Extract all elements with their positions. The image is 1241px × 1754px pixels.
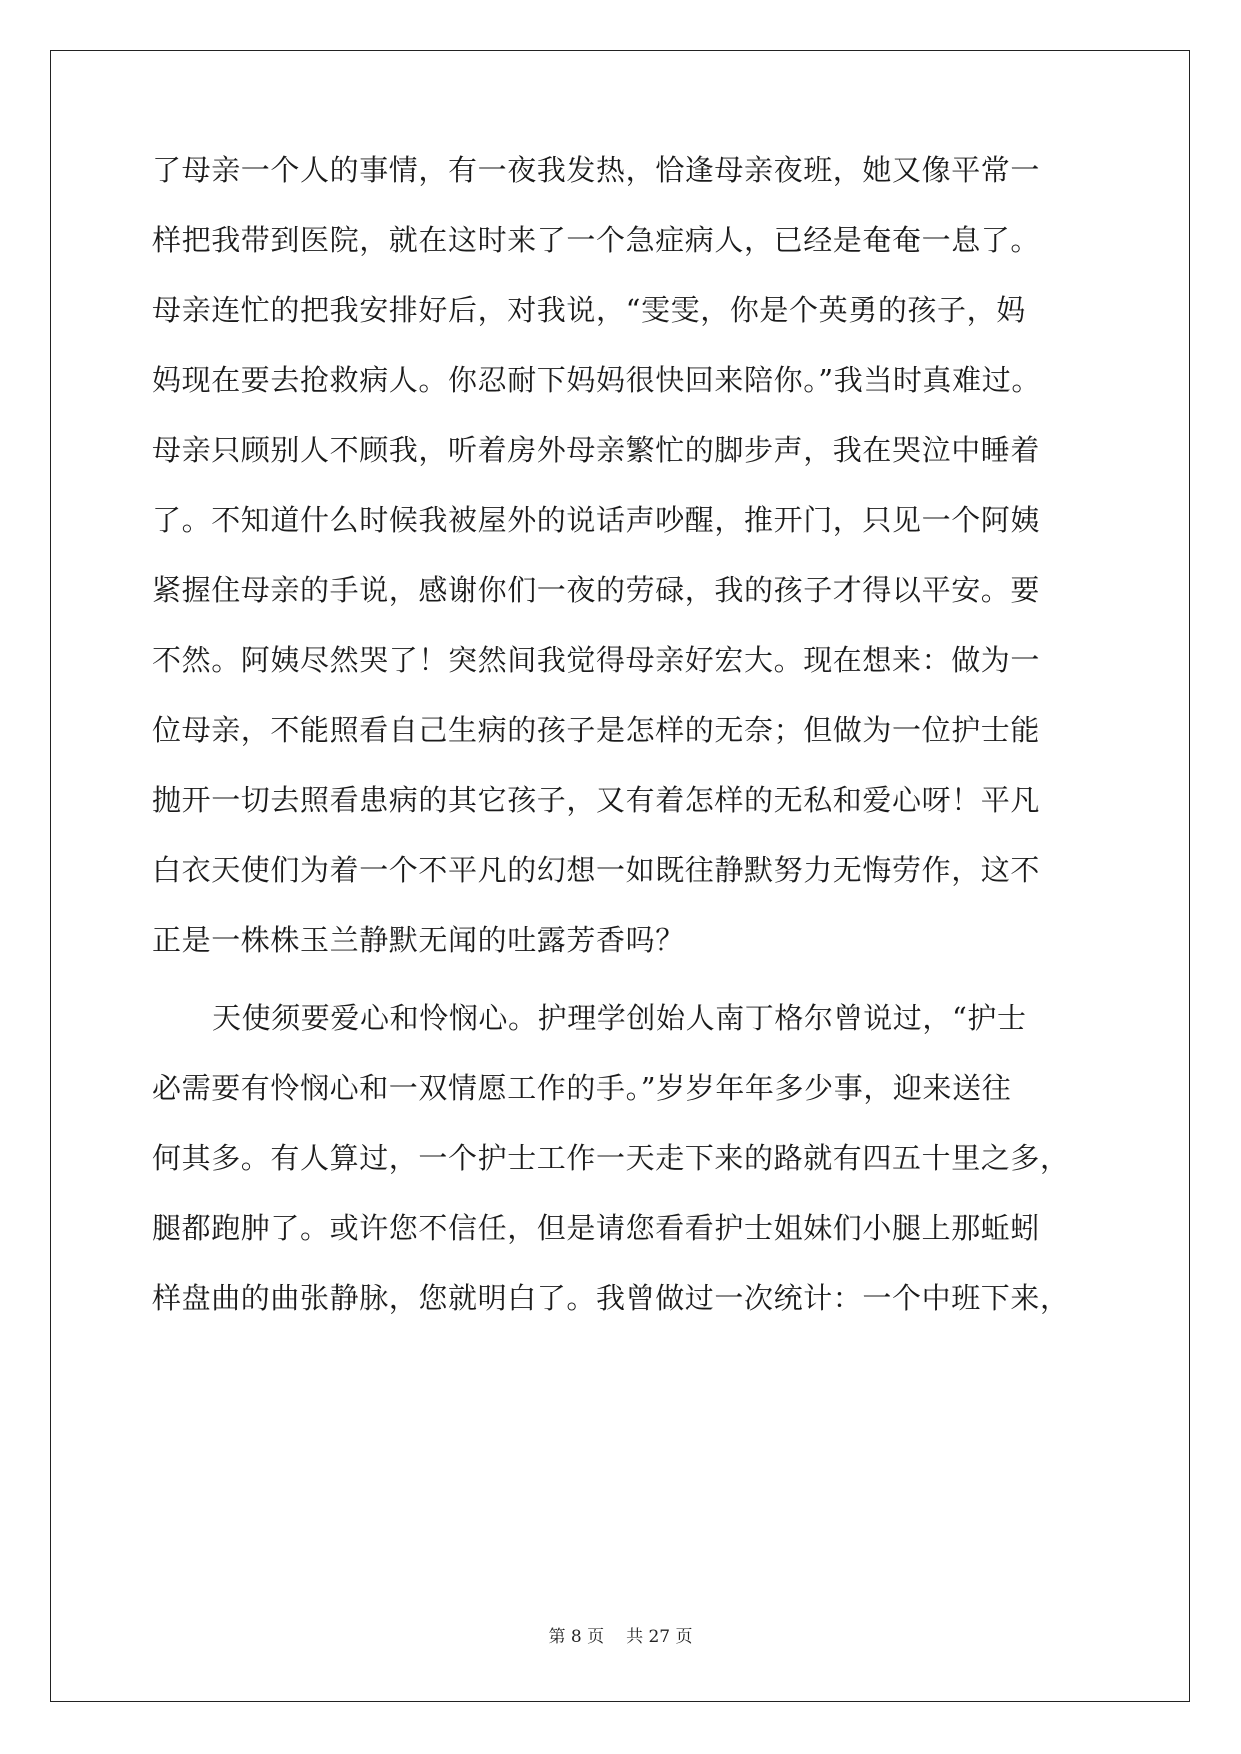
text-line: 正是一株株玉兰静默无闻的吐露芳香吗？ xyxy=(152,923,685,957)
page-number: 第 8 页 xyxy=(548,1627,605,1647)
text-line: 必需要有怜悯心和一双情愿工作的手。”岁岁年年多少事，迎来送往 xyxy=(152,1071,1012,1105)
paragraph-first-line: 天使须要爱心和怜悯心。护理学创始人南丁格尔曾说过，“护士 xyxy=(212,1001,1027,1035)
text-line: 母亲连忙的把我安排好后，对我说，“雯雯，你是个英勇的孩子，妈 xyxy=(152,293,1026,327)
text-line: 白衣天使们为着一个不平凡的幻想一如既往静默努力无悔劳作，这不 xyxy=(152,853,1041,887)
page-footer xyxy=(0,1626,1241,1648)
text-line: 样盘曲的曲张静脉，您就明白了。我曾做过一次统计：一个中班下来， xyxy=(152,1281,1070,1315)
text-line: 何其多。有人算过，一个护士工作一天走下来的路就有四五十里之多， xyxy=(152,1141,1070,1175)
text-line: 紧握住母亲的手说，感谢你们一夜的劳碌，我的孩子才得以平安。要 xyxy=(152,573,1041,607)
text-line: 了。不知道什么时候我被屋外的说话声吵醒，推开门，只见一个阿姨 xyxy=(152,503,1041,537)
page-total: 共 27 页 xyxy=(626,1627,693,1647)
text-line: 腿都跑肿了。或许您不信任，但是请您看看护士姐妹们小腿上那蚯蚓 xyxy=(152,1211,1041,1245)
text-line: 样把我带到医院，就在这时来了一个急症病人，已经是奄奄一息了。 xyxy=(152,223,1041,257)
text-line: 抛开一切去照看患病的其它孩子，又有着怎样的无私和爱心呀！平凡 xyxy=(152,783,1041,817)
text-line: 妈现在要去抢救病人。你忍耐下妈妈很快回来陪你。”我当时真难过。 xyxy=(152,363,1041,397)
text-line: 母亲只顾别人不顾我，听着房外母亲繁忙的脚步声，我在哭泣中睡着 xyxy=(152,433,1041,467)
text-line: 位母亲，不能照看自己生病的孩子是怎样的无奈；但做为一位护士能 xyxy=(152,713,1041,747)
text-line: 了母亲一个人的事情，有一夜我发热，恰逢母亲夜班，她又像平常一 xyxy=(152,153,1041,187)
text-line: 不然。阿姨尽然哭了！突然间我觉得母亲好宏大。现在想来：做为一 xyxy=(152,643,1041,677)
